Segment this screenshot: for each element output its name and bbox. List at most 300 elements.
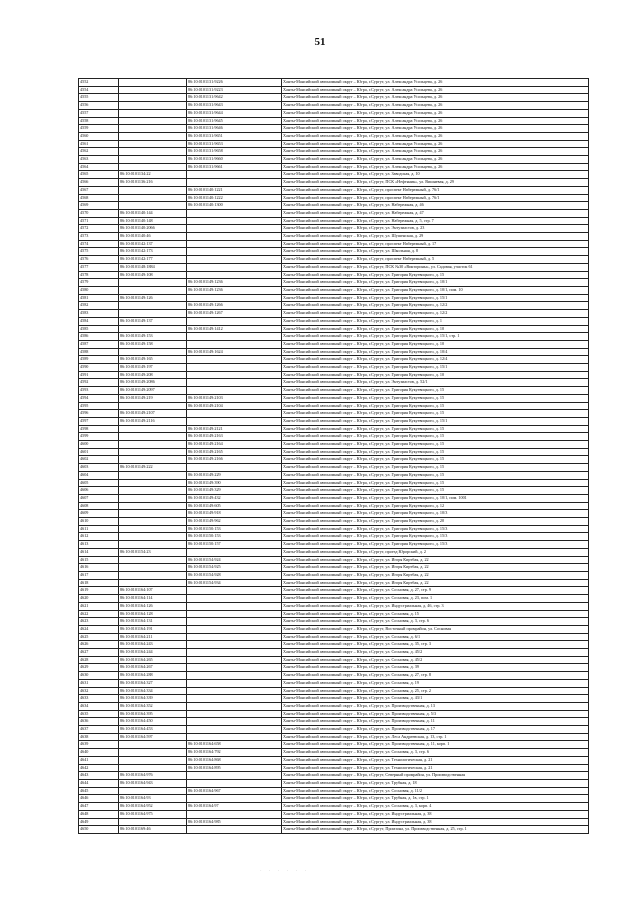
row-number: 4589 (79, 356, 119, 364)
table-row (79, 533, 589, 541)
table-row (79, 733, 589, 741)
address: Ханты-Мансийский автономный округ – Югра, г.Сургут, ул. Индустриальная, д. 46, стр. 3 (282, 602, 589, 610)
table-row (79, 302, 589, 310)
address: Ханты-Мансийский автономный округ – Югра, г.Сургут, ул. Григория Кукуевицкого, д. 15 (282, 441, 589, 449)
address: Ханты-Мансийский автономный округ – Югра, г.Сургут, ул. Сосновая, д. 23, пом. 1 (282, 595, 589, 603)
row-number: 4585 (79, 325, 119, 333)
table-row (79, 310, 589, 318)
object-cadastral-number: 86:10:0101140:1300 (187, 202, 282, 210)
object-cadastral-number: 86:10:0101164:658 (187, 741, 282, 749)
table-row (79, 726, 589, 734)
row-number: 4625 (79, 633, 119, 641)
table-row (79, 456, 589, 464)
table-row (79, 441, 589, 449)
row-number: 4554 (79, 86, 119, 94)
address: Ханты-Мансийский автономный округ – Югра, г.Сургут, ул. Александра Усольцева, д. 26 (282, 86, 589, 94)
address: Ханты-Мансийский автономный округ – Югра, г.Сургут, ул. Игоря Киртбая, д. 22 (282, 564, 589, 572)
table-row (79, 263, 589, 271)
address: Ханты-Мансийский автономный округ – Югра, г.Сургут, ул. Григория Кукуевицкого, д. 15 (282, 464, 589, 472)
land-cadastral-number: 86:10:0101149:158 (119, 340, 187, 348)
land-cadastral-number: 86:10:0101164:131 (119, 618, 187, 626)
table-row (79, 556, 589, 564)
land-cadastral-number: 86:10:0101134:22 (119, 171, 187, 179)
object-cadastral-number (187, 679, 282, 687)
object-cadastral-number: 86:10:0101131:9660 (187, 156, 282, 164)
row-number: 4638 (79, 733, 119, 741)
table-row (79, 710, 589, 718)
row-number: 4564 (79, 163, 119, 171)
address: Ханты-Мансийский автономный округ – Югра, г.Сургут, ул. Сосновая, д. 3, корп. 4 (282, 803, 589, 811)
address: Ханты-Мансийский автономный округ – Югра, г.Сургут, ул. Григория Кукуевицкого, д. 15 (282, 387, 589, 395)
address: Ханты-Мансийский автономный округ – Югра, г.Сургут, проспект Набережный, д. 5 (282, 256, 589, 264)
object-cadastral-number (187, 248, 282, 256)
row-number: 4560 (79, 132, 119, 140)
land-cadastral-number: 86:10:0101169:46 (119, 826, 187, 834)
table-row (79, 132, 589, 140)
table-row (79, 417, 589, 425)
row-number: 4577 (79, 263, 119, 271)
table-row (79, 148, 589, 156)
address: Ханты-Мансийский автономный округ – Югра, г.Сургут, ул. Александра Усольцева, д. 26 (282, 109, 589, 117)
address: Ханты-Мансийский автономный округ – Югра, г.Сургут, Северный промрайон, ул. Производственная (282, 772, 589, 780)
row-number: 4588 (79, 348, 119, 356)
row-number: 4639 (79, 741, 119, 749)
table-row (79, 194, 589, 202)
row-number: 4624 (79, 625, 119, 633)
object-cadastral-number (187, 779, 282, 787)
row-number: 4600 (79, 441, 119, 449)
land-cadastral-number: 86:10:0101164:128 (119, 610, 187, 618)
address: Ханты-Мансийский автономный округ – Югра, г.Сургут, ул. Сосновая, д. 45/2 (282, 656, 589, 664)
land-cadastral-number (119, 109, 187, 117)
object-cadastral-number (187, 718, 282, 726)
land-cadastral-number (119, 510, 187, 518)
land-cadastral-number: 86:10:0101164:453 (119, 726, 187, 734)
object-cadastral-number: 86:10:0101149:2121 (187, 425, 282, 433)
object-cadastral-number: 86:10:0101131:9223 (187, 86, 282, 94)
table-row (79, 564, 589, 572)
address: Ханты-Мансийский автономный округ – Югра, г.Сургут, ул. Григория Кукуевицкого, д. 1 (282, 317, 589, 325)
address: Ханты-Мансийский автономный округ – Югра, г.Сургут, ул. Григория Кукуевицкого, д. 12/4 (282, 356, 589, 364)
object-cadastral-number (187, 333, 282, 341)
table-row (79, 656, 589, 664)
address: Ханты-Мансийский автономный округ – Югра, г.Сургут, ул. Александра Усольцева, д. 26 (282, 163, 589, 171)
object-cadastral-number (187, 179, 282, 187)
land-cadastral-number: 86:10:0101164:352 (119, 702, 187, 710)
land-cadastral-number: 86:10:0101164:597 (119, 733, 187, 741)
row-number: 4582 (79, 302, 119, 310)
address: Ханты-Мансийский автономный округ – Югра, г.Сургут, ул. Набережная, д. 5, стр. 7 (282, 217, 589, 225)
address: Ханты-Мансийский автономный округ – Югра, г.Сургут, ул. Григория Кукуевицкого, д. 15/3 (282, 541, 589, 549)
table-row (79, 487, 589, 495)
land-cadastral-number (119, 787, 187, 795)
land-cadastral-number (119, 564, 187, 572)
address: Ханты-Мансийский автономный округ – Югра, г.Сургут, ПСК «Нефтяник», ул. Вишневая, д. 29 (282, 179, 589, 187)
object-cadastral-number (187, 340, 282, 348)
row-number: 4629 (79, 664, 119, 672)
row-number: 4601 (79, 448, 119, 456)
address: Ханты-Мансийский автономный округ – Югра, г.Сургут, ул. Григория Кукуевицкого, д. 15 (282, 487, 589, 495)
table-row (79, 541, 589, 549)
land-cadastral-number (119, 117, 187, 125)
address: Ханты-Мансийский автономный округ – Югра, г.Сургут, ул. Леса Андреевская, д. 13, стр. 1 (282, 733, 589, 741)
object-cadastral-number: 86:10:0101149:1236 (187, 286, 282, 294)
object-cadastral-number: 86:10:0101149:918 (187, 510, 282, 518)
address: Ханты-Мансийский автономный округ – Югра, г.Сургут, ул. Сосновая, д. 11/2 (282, 787, 589, 795)
land-cadastral-number: 86:10:0101148:1884 (119, 263, 187, 271)
table-row (79, 271, 589, 279)
object-cadastral-number (187, 702, 282, 710)
object-cadastral-number (187, 664, 282, 672)
object-cadastral-number: 86:10:0101149:2163 (187, 433, 282, 441)
table-row (79, 317, 589, 325)
object-cadastral-number: 86:10:0101131:9644 (187, 109, 282, 117)
table-row (79, 410, 589, 418)
land-cadastral-number (119, 764, 187, 772)
table-row (79, 479, 589, 487)
row-number: 4604 (79, 471, 119, 479)
address: Ханты-Мансийский автономный округ – Югра, г.Сургут, ул. Сосновая, д. 3, стр. 6 (282, 749, 589, 757)
table-row (79, 764, 589, 772)
table-row (79, 749, 589, 757)
object-cadastral-number (187, 641, 282, 649)
land-cadastral-number: 86:10:0101164:211 (119, 633, 187, 641)
object-cadastral-number (187, 687, 282, 695)
land-cadastral-number (119, 749, 187, 757)
table-row (79, 109, 589, 117)
address: Ханты-Мансийский автономный округ – Югра, г.Сургут, ул. Сосновая, д. 27, стр. 8 (282, 672, 589, 680)
table-row (79, 579, 589, 587)
table-row (79, 679, 589, 687)
row-number: 4561 (79, 140, 119, 148)
row-number: 4558 (79, 117, 119, 125)
object-cadastral-number: 86:10:0101131:9645 (187, 117, 282, 125)
address: Ханты-Мансийский автономный округ – Югра, г.Сургут, ул. Сосновая, д. 6/1 (282, 633, 589, 641)
object-cadastral-number (187, 548, 282, 556)
land-cadastral-number: 86:10:0101164:126 (119, 602, 187, 610)
row-number: 4636 (79, 718, 119, 726)
object-cadastral-number: 86:10:0101140:1222 (187, 194, 282, 202)
row-number: 4619 (79, 587, 119, 595)
land-cadastral-number: 86:10:0101142:177 (119, 256, 187, 264)
row-number: 4641 (79, 756, 119, 764)
land-cadastral-number: 86:10:0101142:173 (119, 248, 187, 256)
object-cadastral-number: 86:10:0101164:792 (187, 749, 282, 757)
object-cadastral-number: 86:10:0101140:1221 (187, 186, 282, 194)
object-cadastral-number (187, 271, 282, 279)
land-cadastral-number: 86:10:0101149:208 (119, 371, 187, 379)
row-number: 4568 (79, 194, 119, 202)
row-number: 4590 (79, 364, 119, 372)
object-cadastral-number: 86:10:0101149:432 (187, 494, 282, 502)
table-row (79, 510, 589, 518)
address: Ханты-Мансийский автономный округ – Югра, г.Сургут, Промзона, ул. Производственная, д. 25, стр. 1 (282, 826, 589, 834)
row-number: 4573 (79, 233, 119, 241)
row-number: 4616 (79, 564, 119, 572)
land-cadastral-number (119, 156, 187, 164)
row-number: 4605 (79, 479, 119, 487)
land-cadastral-number (119, 818, 187, 826)
address: Ханты-Мансийский автономный округ – Югра, г.Сургут, ул. Григория Кукуевицкого, д. 15 (282, 471, 589, 479)
row-number: 4635 (79, 710, 119, 718)
row-number: 4632 (79, 687, 119, 695)
address: Ханты-Мансийский автономный округ – Югра, г.Сургут, ул. Григория Кукуевицкого, д. 15 (282, 479, 589, 487)
address: Ханты-Мансийский автономный округ – Югра, г.Сургут, ул. Александра Усольцева, д. 26 (282, 148, 589, 156)
table-row (79, 240, 589, 248)
row-number: 4628 (79, 656, 119, 664)
table-row (79, 664, 589, 672)
row-number: 4615 (79, 556, 119, 564)
row-number: 4648 (79, 810, 119, 818)
row-number: 4610 (79, 518, 119, 526)
address: Ханты-Мансийский автономный округ – Югра, г.Сургут, ул. Трубная, д. 1в, стр. 1 (282, 795, 589, 803)
land-cadastral-number: 86:10:0101149:153 (119, 333, 187, 341)
row-number: 4592 (79, 379, 119, 387)
table-row (79, 186, 589, 194)
address: Ханты-Мансийский автономный округ – Югра, г.Сургут, ул. Производственная, д. 17 (282, 726, 589, 734)
address: Ханты-Мансийский автономный округ – Югра, г.Сургут, ул. Александра Усольцева, д. 26 (282, 117, 589, 125)
table-row (79, 718, 589, 726)
object-cadastral-number (187, 625, 282, 633)
address: Ханты-Мансийский автономный округ – Югра, г.Сургут, ул. Григория Кукуевицкого, д. 15 (282, 456, 589, 464)
land-cadastral-number: 86:10:0101164:244 (119, 649, 187, 657)
land-cadastral-number: 86:10:0101149:2097 (119, 387, 187, 395)
object-cadastral-number: 86:10:0101149:605 (187, 502, 282, 510)
land-cadastral-number (119, 572, 187, 580)
table-row (79, 140, 589, 148)
address: Ханты-Мансийский автономный округ – Югра, г.Сургут, ул. Производственная, д. 11 (282, 718, 589, 726)
object-cadastral-number (187, 410, 282, 418)
row-number: 4623 (79, 618, 119, 626)
object-cadastral-number: 86:10:0101149:2166 (187, 456, 282, 464)
row-number: 4567 (79, 186, 119, 194)
land-cadastral-number: 86:10:0101149:165 (119, 356, 187, 364)
table-row (79, 371, 589, 379)
address: Ханты-Мансийский автономный округ – Югра, г.Сургут, ул. Шушенская, д. 29 (282, 233, 589, 241)
address: Ханты-Мансийский автономный округ – Югра, г.Сургут, ул. Григория Кукуевицкого, д. 10/4 (282, 348, 589, 356)
object-cadastral-number: 86:10:0101149:2164 (187, 441, 282, 449)
land-cadastral-number (119, 402, 187, 410)
object-cadastral-number: 86:10:0101149:2165 (187, 448, 282, 456)
object-cadastral-number (187, 263, 282, 271)
row-number: 4612 (79, 533, 119, 541)
row-number: 4596 (79, 410, 119, 418)
object-cadastral-number (187, 587, 282, 595)
row-number: 4570 (79, 209, 119, 217)
object-cadastral-number (187, 710, 282, 718)
object-cadastral-number: 86:10:0101131:9226 (187, 79, 282, 87)
land-cadastral-number: 86:10:0101149:137 (119, 317, 187, 325)
row-number: 4578 (79, 271, 119, 279)
row-number: 4622 (79, 610, 119, 618)
table-row (79, 548, 589, 556)
object-cadastral-number: 86:10:0101149:2103 (187, 394, 282, 402)
row-number: 4593 (79, 387, 119, 395)
address: Ханты-Мансийский автономный округ – Югра, г.Сургут, ул. Школьная, д. 8 (282, 248, 589, 256)
row-number: 4618 (79, 579, 119, 587)
row-number: 4591 (79, 371, 119, 379)
table-row (79, 102, 589, 110)
land-cadastral-number (119, 140, 187, 148)
object-cadastral-number (187, 810, 282, 818)
address: Ханты-Мансийский автономный округ – Югра, г.Сургут, ул. Сосновая, д. 15 (282, 610, 589, 618)
object-cadastral-number: 86:10:0101154:924 (187, 556, 282, 564)
object-cadastral-number (187, 772, 282, 780)
address: Ханты-Мансийский автономный округ – Югра, г.Сургут, ул. Сосновая, д. 45/2 (282, 649, 589, 657)
address: Ханты-Мансийский автономный округ – Югра, г.Сургут, ул. Александра Усольцева, д. 26 (282, 156, 589, 164)
object-cadastral-number: 86:10:0101149:229 (187, 471, 282, 479)
land-cadastral-number (119, 433, 187, 441)
land-cadastral-number: 86:10:0101164:243 (119, 641, 187, 649)
object-cadastral-number: 86:10:0101149:1412 (187, 325, 282, 333)
address: Ханты-Мансийский автономный округ – Югра, г.Сургут, ул. Сосновая, д. 27, стр. 9 (282, 587, 589, 595)
land-cadastral-number (119, 756, 187, 764)
object-cadastral-number (187, 209, 282, 217)
land-cadastral-number: 86:10:0101140:144 (119, 209, 187, 217)
object-cadastral-number (187, 294, 282, 302)
row-number: 4617 (79, 572, 119, 580)
land-cadastral-number: 86:10:0101164:265 (119, 656, 187, 664)
row-number: 4650 (79, 826, 119, 834)
land-cadastral-number: 86:10:0101149:197 (119, 364, 187, 372)
land-cadastral-number: 86:10:0101142:137 (119, 240, 187, 248)
object-cadastral-number (187, 364, 282, 372)
object-cadastral-number (187, 356, 282, 364)
table-row (79, 779, 589, 787)
table-row (79, 79, 589, 87)
page-number: 51 (314, 36, 326, 48)
row-number: 4608 (79, 502, 119, 510)
table-row (79, 625, 589, 633)
table-row (79, 286, 589, 294)
address: Ханты-Мансийский автономный округ – Югра, г.Сургут, ПСК №30 «Викторины», ул. Садовая, участок 61 (282, 263, 589, 271)
table-row (79, 803, 589, 811)
row-number: 4598 (79, 425, 119, 433)
object-cadastral-number (187, 726, 282, 734)
address: Ханты-Мансийский автономный округ – Югра, г.Сургут, ул. Григория Кукуевицкого, д. 10 (282, 340, 589, 348)
table-row (79, 702, 589, 710)
row-number: 4563 (79, 156, 119, 164)
address: Ханты-Мансийский автономный округ – Югра, г.Сургут, ул. Производственная, д. 11, корп. 1 (282, 741, 589, 749)
table-row (79, 209, 589, 217)
address: Ханты-Мансийский автономный округ – Югра, г.Сургут, ул. Сосновая, д. 43/1 (282, 695, 589, 703)
address: Ханты-Мансийский автономный округ – Югра, г.Сургут, ул. Григория Кукуевицкого, д. 15 (282, 433, 589, 441)
row-number: 4614 (79, 548, 119, 556)
table-row (79, 610, 589, 618)
table-row (79, 294, 589, 302)
land-cadastral-number: 86:10:0101164:339 (119, 695, 187, 703)
row-number: 4637 (79, 726, 119, 734)
table-row (79, 741, 589, 749)
row-number: 4631 (79, 679, 119, 687)
land-cadastral-number (119, 286, 187, 294)
land-cadastral-number: 86:10:0101149:2116 (119, 417, 187, 425)
object-cadastral-number: 86:10:0101131:9661 (187, 163, 282, 171)
row-number: 4579 (79, 279, 119, 287)
address: Ханты-Мансийский автономный округ – Югра, г.Сургут, ул. Трубная, д. 18 (282, 779, 589, 787)
land-cadastral-number: 86:10:0101164:395 (119, 710, 187, 718)
object-cadastral-number: 86:10:0101164:895 (187, 764, 282, 772)
land-cadastral-number (119, 79, 187, 87)
table-row (79, 641, 589, 649)
row-number: 4649 (79, 818, 119, 826)
address: Ханты-Мансийский автономный округ – Югра, г.Сургут, ул. Индустриальная, д. 38 (282, 818, 589, 826)
land-cadastral-number: 86:10:0101140:2066 (119, 225, 187, 233)
row-number: 4586 (79, 333, 119, 341)
land-cadastral-number (119, 102, 187, 110)
row-number: 4562 (79, 148, 119, 156)
address: Ханты-Мансийский автономный округ – Югра, г.Сургут, ул. Набережная, д. 46 (282, 202, 589, 210)
land-cadastral-number (119, 456, 187, 464)
row-number: 4584 (79, 317, 119, 325)
table-row (79, 787, 589, 795)
table-row (79, 333, 589, 341)
object-cadastral-number: 86:10:0101149:962 (187, 518, 282, 526)
land-cadastral-number: 86:10:0101164:952 (119, 803, 187, 811)
address: Ханты-Мансийский автономный округ – Югра, г.Сургут, ул. Григория Кукуевицкого, д. 15/1 (282, 294, 589, 302)
object-cadastral-number: 86:10:0101150:157 (187, 541, 282, 549)
address: Ханты-Мансийский автономный округ – Югра, г.Сургут, ул. Сосновая, д. 25, стр. 2 (282, 687, 589, 695)
object-cadastral-number (187, 417, 282, 425)
table-row (79, 248, 589, 256)
land-cadastral-number (119, 86, 187, 94)
row-number: 4599 (79, 433, 119, 441)
row-number: 4621 (79, 602, 119, 610)
land-cadastral-number (119, 94, 187, 102)
table-row (79, 171, 589, 179)
address: Ханты-Мансийский автономный округ – Югра, г.Сургут, ул. Григория Кукуевицкого, д. 15 (282, 271, 589, 279)
land-cadastral-number (119, 194, 187, 202)
row-number: 4556 (79, 102, 119, 110)
row-number: 4606 (79, 487, 119, 495)
row-number: 4642 (79, 764, 119, 772)
land-cadastral-number: 86:10:0101164:450 (119, 718, 187, 726)
object-cadastral-number: 86:10:0101150:153 (187, 533, 282, 541)
row-number: 4555 (79, 94, 119, 102)
address: Ханты-Мансийский автономный округ – Югра, г.Сургут, ул. Александра Усольцева, д. 26 (282, 102, 589, 110)
address: Ханты-Мансийский автономный округ – Югра, г.Сургут, ул. Производственная, д. 13 (282, 702, 589, 710)
object-cadastral-number: 86:10:0101154:934 (187, 579, 282, 587)
address: Ханты-Мансийский автономный округ – Югра, г.Сургут, ул. Технологическая, д. 21 (282, 756, 589, 764)
table-row (79, 379, 589, 387)
registry-table (78, 78, 589, 834)
table-row (79, 94, 589, 102)
object-cadastral-number: 86:10:0101164:868 (187, 756, 282, 764)
object-cadastral-number (187, 618, 282, 626)
land-cadastral-number: 86:10:0101164:943 (119, 779, 187, 787)
object-cadastral-number (187, 233, 282, 241)
table-row (79, 225, 589, 233)
address: Ханты-Мансийский автономный округ – Югра, г.Сургут, ул. Григория Кукуевицкого, д. 10/1, пом. 10 (282, 286, 589, 294)
table-row (79, 448, 589, 456)
table-row (79, 279, 589, 287)
table-row (79, 325, 589, 333)
address: Ханты-Мансийский автономный округ – Югра, г.Сургут, проспект Набережный, д. 17 (282, 240, 589, 248)
row-number: 4613 (79, 541, 119, 549)
table-row (79, 217, 589, 225)
object-cadastral-number (187, 826, 282, 834)
row-number: 4620 (79, 595, 119, 603)
table-row (79, 502, 589, 510)
address: Ханты-Мансийский автономный округ – Югра, г.Сургут, ул. Григория Кукуевицкого, д. 15/3 (282, 525, 589, 533)
table-row (79, 602, 589, 610)
land-cadastral-number (119, 471, 187, 479)
row-number: 4581 (79, 294, 119, 302)
table-row (79, 117, 589, 125)
address: Ханты-Мансийский автономный округ – Югра, г.Сургут, ул. Григория Кукуевицкого, д. 12 (282, 502, 589, 510)
address: Ханты-Мансийский автономный округ – Югра, г.Сургут, ул. Энтузиастов, д. 23 (282, 225, 589, 233)
address: Ханты-Мансийский автономный округ – Югра, г.Сургут, ул. Александра Усольцева, д. 26 (282, 94, 589, 102)
